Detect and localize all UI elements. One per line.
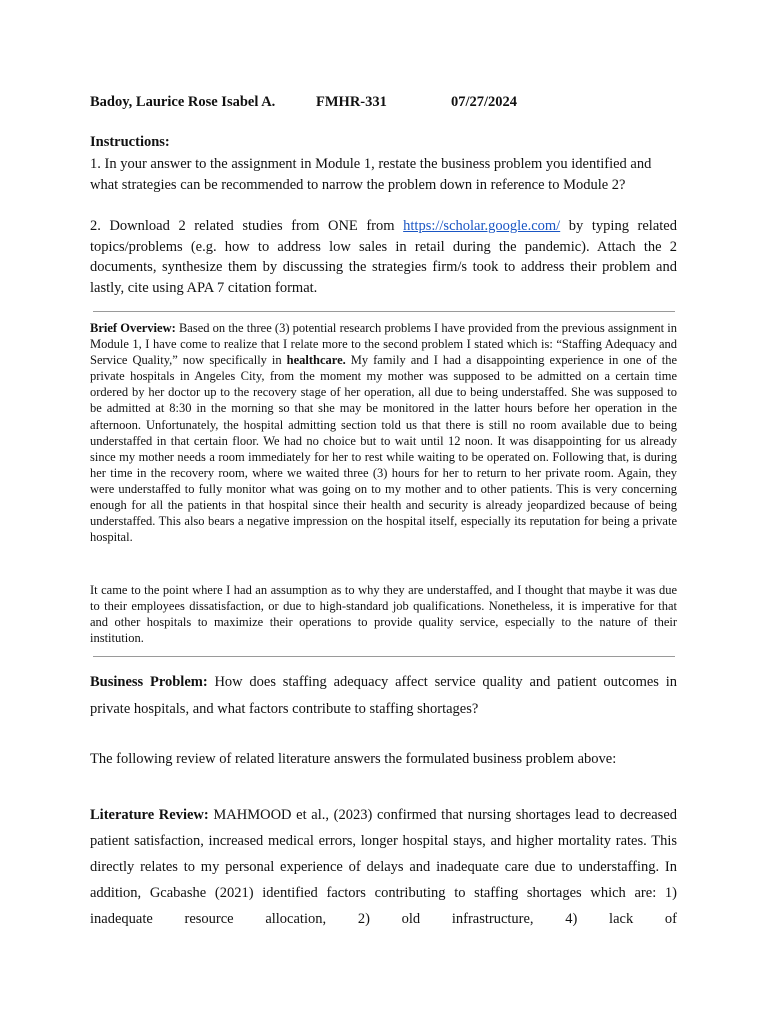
brief-overview bbox=[90, 320, 677, 545]
divider-bottom bbox=[93, 656, 675, 657]
student-name: Badoy, Laurice Rose Isabel A. bbox=[90, 94, 276, 110]
instruction-item-1: 1. In your answer to the assignment in Module 1, restate the business problem you identified and what strategies can be recommended to narrow the problem down in reference to Module 2? bbox=[90, 156, 652, 193]
literature-review bbox=[90, 802, 677, 932]
instruction-2-text: 2. Download 2 related studies from ONE from bbox=[90, 218, 404, 234]
overview-paragraph-2: It came to the point where I had an assumption as to why they are understaffed, and I thought that maybe it was due to their employees dissatisfaction, or due to high-standard job qualifications. Nonetheless, it is imperative for that and other hospitals to maximize their operations to provide quality service, especially to the nature of their institution. bbox=[90, 583, 677, 646]
business-problem bbox=[90, 669, 677, 723]
literature-review-label: Literature Review: bbox=[90, 807, 209, 823]
course-code: FMHR-331 bbox=[316, 94, 387, 110]
following-review-text: The following review of related literature answers the formulated business problem above: bbox=[90, 751, 617, 767]
instructions-title: Instructions: bbox=[90, 134, 170, 150]
business-problem-text: How does staffing adequacy affect service quality and patient outcomes in private hospitals, and what factors contribute to staffing shortages? bbox=[90, 674, 677, 717]
overview-text-cont: My family and I had a disappointing experience in one of the private hospitals in Angeles City, from the moment my mother was supposed to be admitted on a certain time ordered by her doctor up to the recovery stage of her operation, all due to being understaffed. She was supposed to be admitted at 8:30 in the morning so that she may be monitored in the latter hours before her operation in the afternoon. Unfortunately, the hospital admitting section told us that there is still no room available due to being understaffed in that certain floor. We had no choice but to wait until 12 noon. It was disappointing for us already since my mother needs a room immediately for her to rest while waiting to be operated on. Following that, is during her time in the recovery room, where we waited three (3) hours for her to return to her private room. Again, they were understaffed to fully monitor what was going on to my mother and to other patients. This is very concerning enough for all the patients in that hospital since their health and security is already jeopardized because of being understaffed. This also bears a negative impression on the hospital itself, especially its reputation for being a private hospital. bbox=[90, 353, 678, 545]
instruction-2-text-cont: by typing related topics/problems (e.g. how to address low sales in retail during the pandemic). Attach the 2 documents, synthesize them by discussing the strategies firm/s took to address their problem and lastly, cite using APA 7 citation format. bbox=[90, 218, 677, 296]
instruction-item-2 bbox=[90, 216, 677, 298]
overview-bold-word: healthcare. bbox=[286, 353, 346, 368]
submission-date: 07/27/2024 bbox=[451, 94, 518, 110]
literature-review-text: MAHMOOD et al., (2023) confirmed that nursing shortages lead to decreased patient satisfaction, increased medical errors, longer hospital stays, and higher mortality rates. This directly relates to my personal experience of delays and inadequate care due to understaffing. In addition, Gcabashe (2021) identified factors contributing to staffing shortages which are: 1) inadequate resource allocation, 2) old infrastructure, 4) lack of bbox=[90, 807, 678, 927]
overview-text: Based on the three (3) potential research problems I have provided from the previous assignment in Module 1, I have come to realize that I relate more to the second problem I stated which is: “Staffing Adequacy and Service Quality,” now specifically in bbox=[90, 321, 678, 368]
overview-label: Brief Overview: bbox=[90, 321, 176, 335]
business-problem-label: Business Problem: bbox=[90, 674, 208, 690]
document-header bbox=[90, 94, 517, 111]
google-scholar-link[interactable]: https://scholar.google.com/ bbox=[403, 218, 561, 234]
divider-top bbox=[93, 311, 675, 312]
